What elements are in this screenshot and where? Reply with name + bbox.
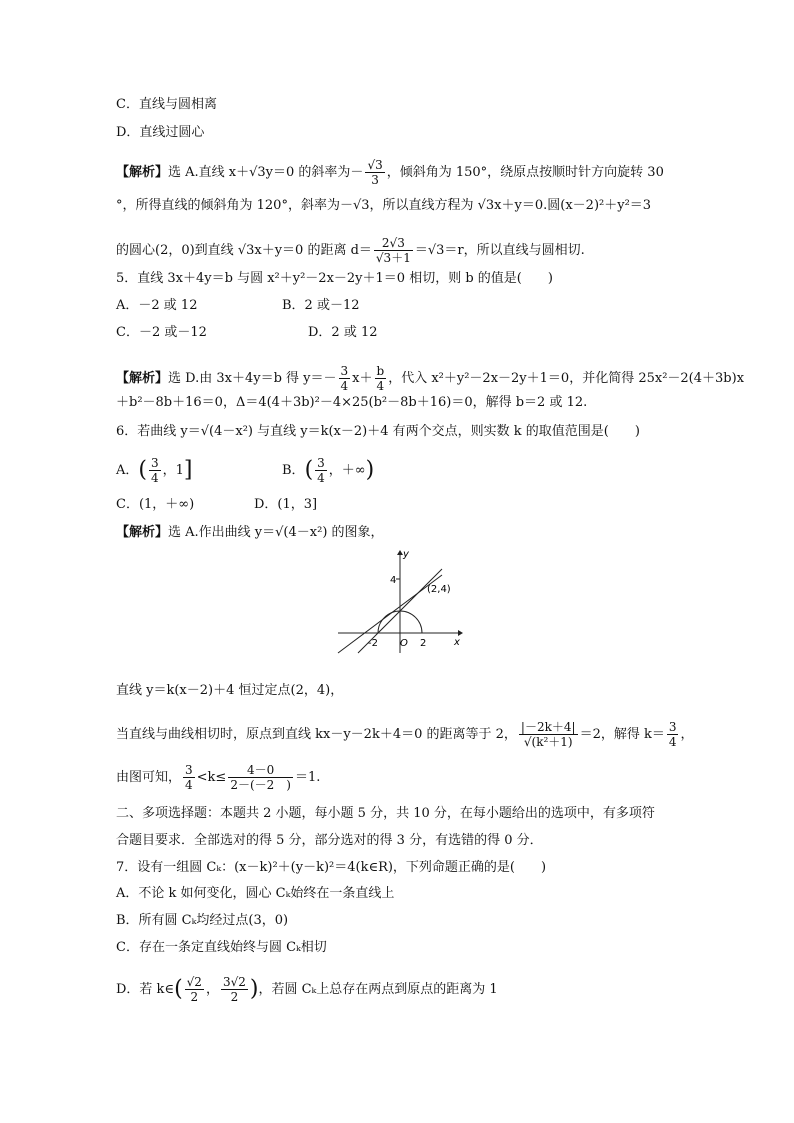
q5-option-c: C．－2 或－12	[116, 325, 207, 340]
fraction: $\frac{4-0}{2-(-2 )}$	[230, 763, 291, 792]
q5-option-d: D．2 或 12	[308, 325, 378, 340]
q4-analysis-text: ，倾斜角为 150°，绕原点按顺时针方向旋转 30	[386, 165, 664, 180]
q4-analysis-line2: °，所得直线的倾斜角为 120°，斜率为－√3，所以直线方程为 √3x＋y＝0.圆(x－2)²＋y²＝3	[116, 198, 652, 213]
q4-analysis-line1	[116, 158, 664, 187]
analysis-tag: 【解析】	[116, 525, 169, 540]
q6-option-b: B．( $\frac{3}{4}$ ，＋∞)	[282, 456, 375, 485]
x-axis-arrow	[458, 630, 463, 636]
x-axis-label: x	[454, 637, 460, 648]
point-label: (2,4)	[427, 584, 451, 595]
fraction: $\frac{3√2}{2}$	[222, 975, 246, 1004]
q6-graph	[330, 545, 470, 657]
fraction: $\frac{3}{4}$	[185, 763, 193, 792]
q6-analysis-line2: 直线 y＝k(x－2)＋4 恒过定点(2，4)，	[116, 683, 344, 698]
section2-line1: 二、多项选择题：本题共 2 小题，每小题 5 分，共 10 分，在每小题给出的选项中，有多项符	[116, 806, 655, 821]
q5-option-a: A．－2 或 12	[116, 298, 198, 313]
q4-analysis-text: 选 A.直线 x＋√3y＝0 的斜率为－	[168, 165, 364, 180]
q6-analysis-line1: 【解析】选 A.作出曲线 y＝√(4－x²) 的图象，	[116, 525, 384, 540]
q4-analysis-line3: 的圆心(2，0)到直线 √3x＋y＝0 的距离 d＝ $\frac{2√3}{√3+1}$ ＝√3＝r，所以直线与圆相切.	[116, 236, 585, 265]
q5-option-b: B．2 或－12	[282, 298, 360, 313]
fraction: $\frac{|-2k+4|}{\text{√(k²＋1)}}$	[520, 720, 576, 749]
q7-stem: 7．设有一组圆 Cₖ：(x－k)²＋(y－k)²＝4(k∈R)，下列命题正确的是( )	[116, 860, 547, 875]
q6-option-c: C．(1，＋∞)	[116, 497, 195, 512]
fraction: $\frac{√3}{3}$	[367, 158, 383, 187]
origin-label: O	[400, 638, 408, 649]
q5-stem: 5．直线 3x＋4y＝b 与圆 x²＋y²－2x－2y＋1＝0 相切，则 b 的值是( )	[116, 271, 553, 286]
fraction: $\frac{3}{4}$	[340, 364, 349, 393]
q4-option-c: C．直线与圆相离	[116, 97, 217, 112]
fraction: $\frac{√2}{2}$	[186, 975, 202, 1004]
section2-line2: 合题目要求．全部选对的得 5 分，部分选对的得 3 分，有选错的得 0 分．	[116, 833, 543, 848]
q6-analysis-line3: 当直线与曲线相切时，原点到直线 kx－y－2k＋4＝0 的距离等于 2， $\frac{|-2k+4|}{\text{√(k²＋1)}}$ ＝2，解得 k＝ $\frac{3}{4}$ ，	[116, 720, 694, 749]
analysis-tag: 【解析】	[116, 165, 169, 180]
q6-stem: 6．若曲线 y＝√(4－x²) 与直线 y＝k(x－2)＋4 有两个交点，则实数 k 的取值范围是( )	[116, 424, 640, 439]
q7-option-a: A．不论 k 如何变化，圆心 Cₖ始终在一条直线上	[116, 886, 395, 901]
tick-x2-label: 2	[420, 638, 427, 649]
q6-option-a: A．( $\frac{3}{4}$ ，1]	[116, 456, 193, 485]
y-axis-label: y	[403, 549, 409, 560]
q7-option-d: D．若 k∈( $\frac{√2}{2}$ ， $\frac{3√2}{2}$ )，若圆 Cₖ上总存在两点到原点的距离为 1	[116, 975, 498, 1004]
fraction: $\frac{b}{4}$	[376, 364, 385, 393]
fraction: $\frac{2√3}{√3+1}$	[375, 236, 411, 265]
q7-option-c: C．存在一条定直线始终与圆 Cₖ相切	[116, 940, 327, 955]
q6-option-d: D．(1，3]	[254, 497, 318, 512]
tick-xneg2-label: -2	[368, 638, 378, 649]
analysis-tag: 【解析】	[116, 371, 169, 386]
q6-analysis-line4: 由图可知， $\frac{3}{4}$ <k≤ $\frac{4-0}{2-(-2 )}$ ＝1.	[116, 763, 321, 792]
q5-analysis-line2: ＋b²－8b＋16＝0，Δ＝4(4＋3b)²－4×25(b²－8b＋16)＝0，解得 b＝2 或 12.	[116, 395, 588, 410]
tick-y4-label: 4	[390, 575, 397, 586]
q5-analysis-line1: 【解析】选 D.由 3x＋4y＝b 得 y＝－ $\frac{3}{4}$ x＋ $\frac{b}{4}$ ，代入 x²＋y²－2x－2y＋1＝0，并化简得 25x²－2(4＋3b)x	[116, 364, 745, 393]
q7-option-b: B．所有圆 Cₖ均经过点(3，0)	[116, 913, 289, 928]
fraction: $\frac{3}{4}$	[668, 720, 677, 749]
q4-option-d: D．直线过圆心	[116, 125, 205, 140]
